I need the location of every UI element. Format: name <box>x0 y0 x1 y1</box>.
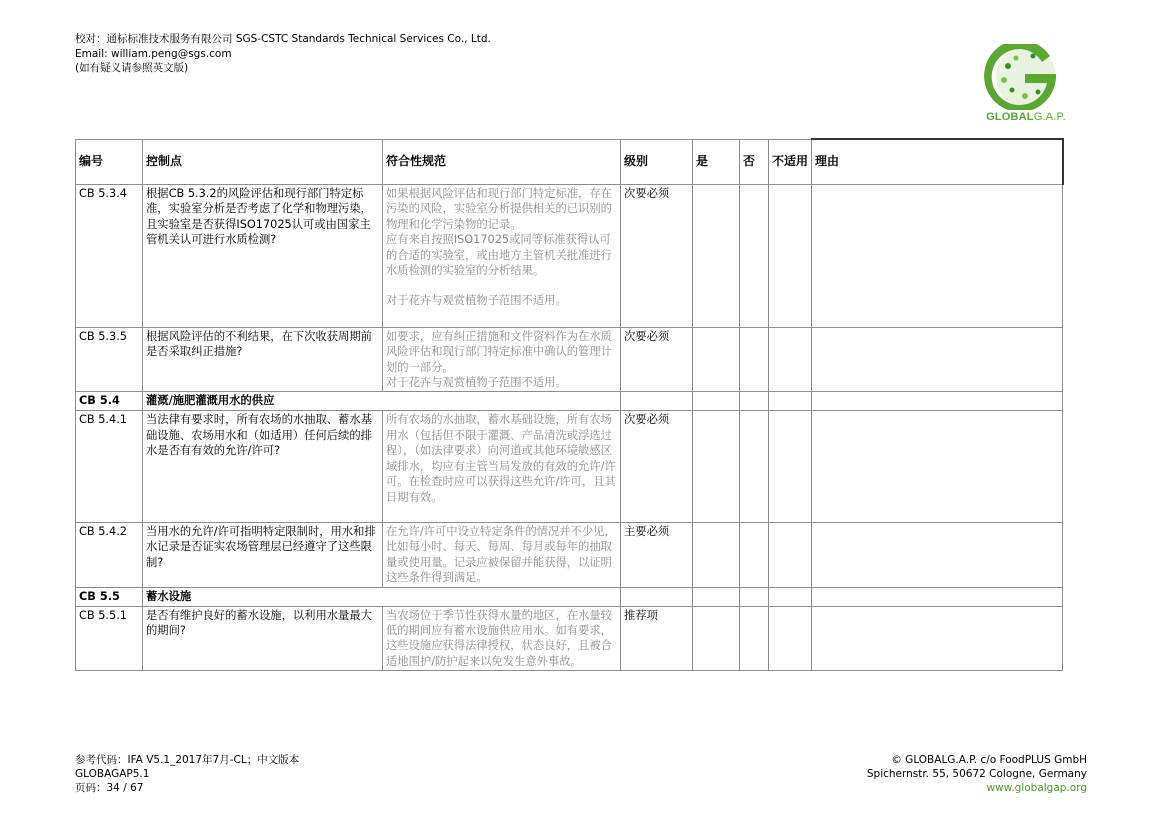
row-justification-cell[interactable] <box>812 327 1063 392</box>
compliance-para: 应有来自按照ISO17025或同等标准获得认可的合适的实验室，或由地方主管机关批准进行水质检测的实验室的分析结果。 <box>386 233 612 278</box>
row-level: 次要必须 <box>621 411 693 522</box>
row-compliance <box>383 411 621 522</box>
compliance-spacer <box>386 278 617 293</box>
row-yes-cell[interactable] <box>693 185 740 328</box>
row-id: CB 5.4.1 <box>76 411 143 522</box>
control-points-table <box>75 138 1064 671</box>
row-na-cell[interactable] <box>769 327 812 392</box>
header-justification: 理由 <box>812 139 1063 185</box>
globalgap-logo <box>978 44 1074 130</box>
footer-version: GLOBAGAP5.1 <box>75 768 150 780</box>
row-no-cell[interactable] <box>740 185 769 328</box>
header-yes: 是 <box>693 139 740 185</box>
footer-page-number: 页码：34 / 67 <box>75 782 144 794</box>
row-no-cell[interactable] <box>740 606 769 671</box>
compliance-para: 对于花卉与观赏植物子范围不适用。 <box>386 294 567 308</box>
section-row <box>76 392 1063 411</box>
row-control-point: 根据CB 5.3.2的风险评估和现行部门特定标准，实验室分析是否考虑了化学和物理污染，且实验室是否获得ISO17025认可或由国家主管机关认可进行水质检测? <box>143 185 383 328</box>
header-compliance: 符合性规范 <box>383 139 621 185</box>
compliance-para: 当农场位于季节性获得水量的地区，在水量较低的期间应有蓄水设施供应用水。如有要求，这些设施应获得法律授权，状态良好，且被合适地围护/防护起来以免发生意外事故。 <box>386 608 612 668</box>
row-control-point: 当用水的允许/许可指明特定限制时，用水和排水记录是否证实农场管理层已经遵守了这些限制? <box>143 522 383 587</box>
logo-wordmark <box>978 111 1074 123</box>
section-id: CB 5.4 <box>76 392 143 411</box>
table-row <box>76 606 1063 671</box>
logo-text-bold: GLOBAL <box>986 111 1034 123</box>
header-no: 否 <box>740 139 769 185</box>
logo-text-light: G.A.P. <box>1033 111 1066 123</box>
compliance-para: 所有农场的水抽取，蓄水基础设施，所有农场用水（包括但不限于灌溉、产品清洗或浮选过程），（如法律要求）向河道或其他环境敏感区域排水，均应有主管当局发放的有效的允许/许可。在检查时应可以获得这些允许/许可，且其日期有效。 <box>386 413 616 504</box>
row-no-cell[interactable] <box>740 327 769 392</box>
header-control-point: 控制点 <box>143 139 383 185</box>
row-compliance <box>383 606 621 671</box>
row-justification-cell[interactable] <box>812 522 1063 587</box>
section-title: 灌溉/施肥灌溉用水的供应 <box>143 392 621 411</box>
compliance-para: 在允许/许可中设立特定条件的情况并不少见，比如每小时、每天、每周、每月或每年的抽取量或使用量。记录应被保留并能获得，以证明这些条件得到满足。 <box>386 524 616 585</box>
compliance-para: 如要求，应有纠正措施和文件资料作为在水质风险评估和现行部门特定标准中确认的管理计划的一部分。 <box>386 329 612 374</box>
table-header-row <box>76 139 1063 185</box>
footer-reference-code: 参考代码：IFA V5.1_2017年7月-CL；中文版本 <box>75 754 300 766</box>
document-header <box>75 32 491 76</box>
row-control-point: 是否有维护良好的蓄水设施，以利用水量最大的期间? <box>143 606 383 671</box>
header-translator-line: 校对：通标标准技术服务有限公司 SGS-CSTC Standards Technical Services Co., Ltd. <box>75 33 491 45</box>
row-level: 次要必须 <box>621 327 693 392</box>
header-note: (如有疑义请参照英文版) <box>75 62 189 74</box>
row-control-point: 当法律有要求时，所有农场的水抽取、蓄水基础设施、农场用水和（如适用）任何后续的排水是否有有效的允许/许可? <box>143 411 383 522</box>
row-justification-cell[interactable] <box>812 411 1063 522</box>
row-na-cell[interactable] <box>769 606 812 671</box>
row-justification-cell[interactable] <box>812 185 1063 328</box>
row-level: 主要必须 <box>621 522 693 587</box>
row-justification-cell[interactable] <box>812 606 1063 671</box>
row-yes-cell[interactable] <box>693 411 740 522</box>
row-na-cell[interactable] <box>769 522 812 587</box>
section-row <box>76 587 1063 606</box>
table-row <box>76 327 1063 392</box>
row-id: CB 5.3.4 <box>76 185 143 328</box>
row-compliance <box>383 327 621 392</box>
footer-address: Spichernstr. 55, 50672 Cologne, Germany <box>866 768 1087 780</box>
row-id: CB 5.4.2 <box>76 522 143 587</box>
footer-copyright: © GLOBALG.A.P. c/o FoodPLUS GmbH <box>891 754 1087 766</box>
row-no-cell[interactable] <box>740 411 769 522</box>
footer-website-link[interactable]: www.globalgap.org <box>986 782 1087 794</box>
footer-right <box>867 753 1087 795</box>
row-na-cell[interactable] <box>769 411 812 522</box>
globalgap-g-leaf-icon <box>978 44 1074 110</box>
section-title: 蓄水设施 <box>143 587 621 606</box>
footer-left <box>75 753 299 795</box>
header-id: 编号 <box>76 139 143 185</box>
header-level: 级别 <box>621 139 693 185</box>
header-na: 不适用 <box>769 139 812 185</box>
section-id: CB 5.5 <box>76 587 143 606</box>
row-no-cell[interactable] <box>740 522 769 587</box>
row-yes-cell[interactable] <box>693 522 740 587</box>
row-compliance <box>383 522 621 587</box>
row-yes-cell[interactable] <box>693 606 740 671</box>
table-row <box>76 185 1063 328</box>
table-row <box>76 522 1063 587</box>
row-id: CB 5.5.1 <box>76 606 143 671</box>
row-yes-cell[interactable] <box>693 327 740 392</box>
table-row <box>76 411 1063 522</box>
compliance-para: 如果根据风险评估和现行部门特定标准，存在污染的风险，实验室分析提供相关的已识别的物理和化学污染物的记录。 <box>386 187 612 231</box>
header-email: Email: william.peng@sgs.com <box>75 47 232 60</box>
row-compliance <box>383 185 621 328</box>
compliance-para: 对于花卉与观赏植物子范围不适用。 <box>386 376 567 390</box>
row-id: CB 5.3.5 <box>76 327 143 392</box>
row-control-point: 根据风险评估的不利结果，在下次收获周期前是否采取纠正措施? <box>143 327 383 392</box>
row-na-cell[interactable] <box>769 185 812 328</box>
row-level: 次要必须 <box>621 185 693 328</box>
row-level: 推荐项 <box>621 606 693 671</box>
